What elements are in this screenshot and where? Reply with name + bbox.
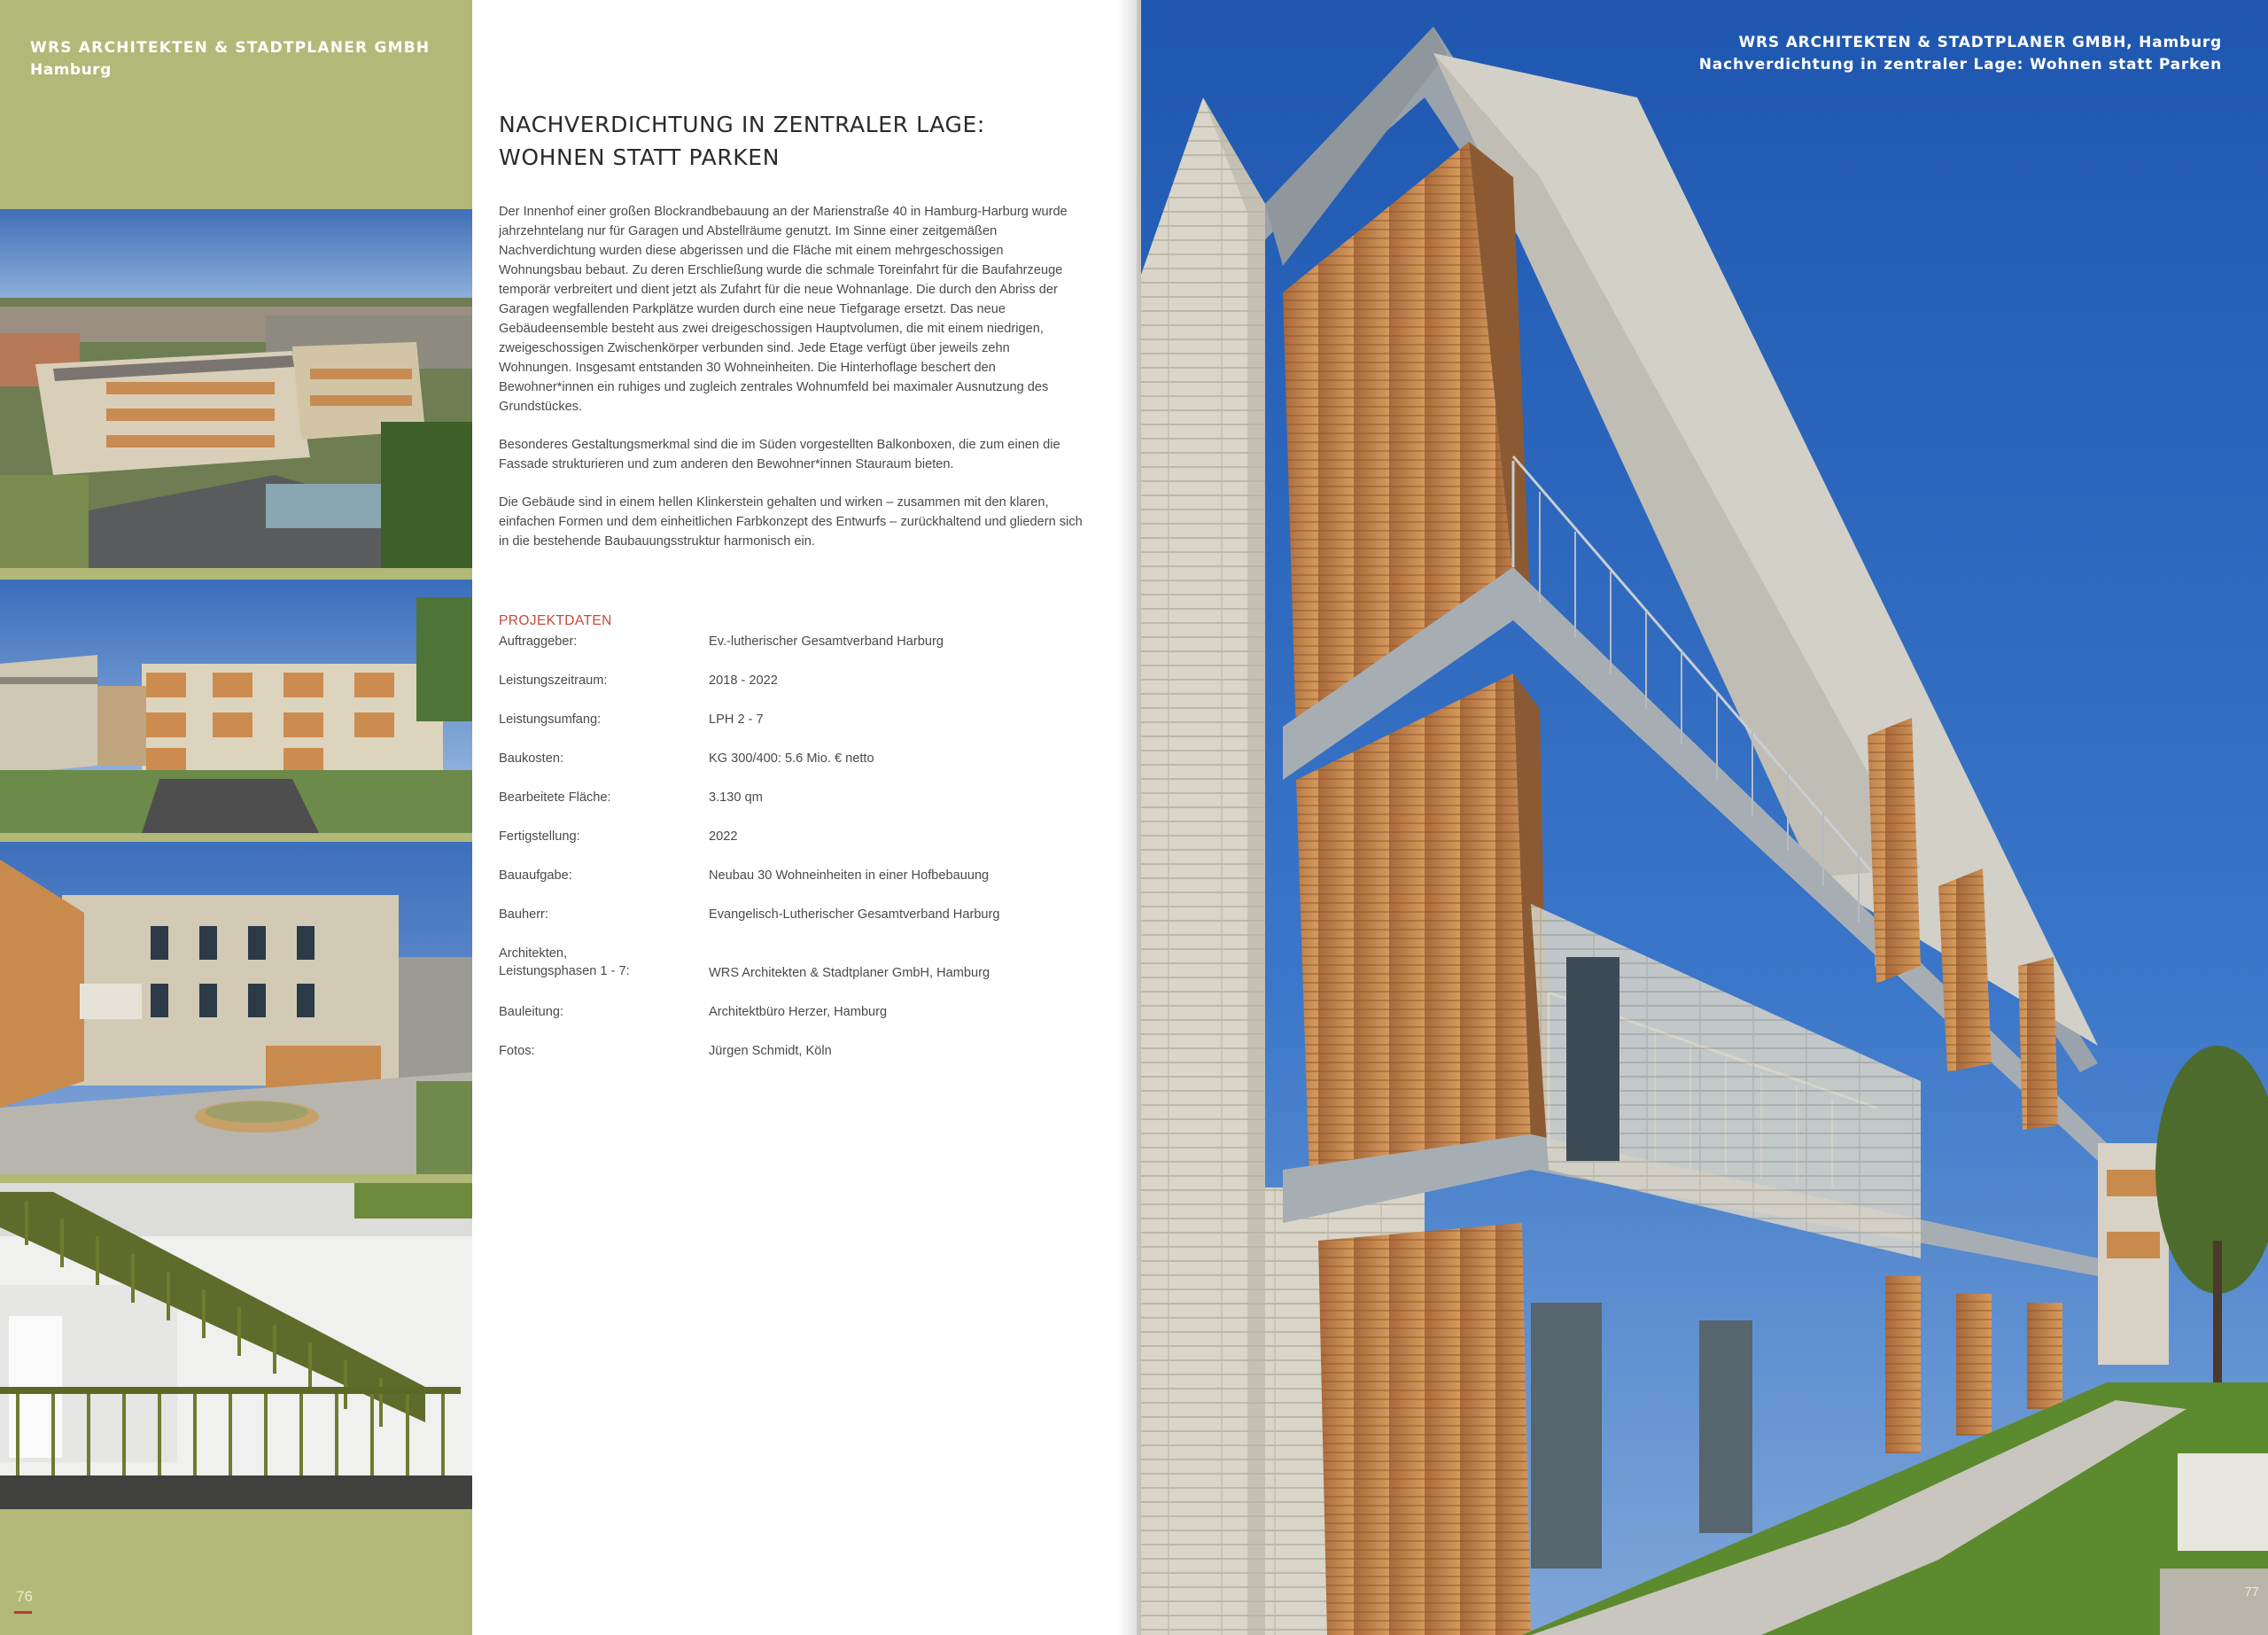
projektdaten-title: PROJEKTDATEN xyxy=(499,613,612,628)
brand-header xyxy=(30,37,430,82)
projektdaten-label: Bauleitung: xyxy=(499,1005,564,1019)
photo-inner-courtyard xyxy=(0,842,472,1174)
page-number-left: 76 xyxy=(16,1588,33,1605)
projektdaten-value: LPH 2 - 7 xyxy=(709,712,764,727)
paragraph-intro: Der Innenhof einer großen Blockrandbebauung an der Marienstraße 40 in Hamburg-Harburg wurde jahrzehntelang nur für Garagen und Abstellräume genutzt. Im Sinne einer zeitgemäßen Nachverdichtung wurden diese abgerissen und die Fläche mit einem mehrgeschossigen Wohnungsbau bebaut. Zu deren Erschließung wurde die schmale Toreinfahrt für die Baufahrzeuge temporär verbreitert und dient jetzt als Zufahrt für die neue Wohnanlage. Die durch den Abriss der Garagen wegfallenden Parkplätze wurden durch eine neue Tiefgarage ersetzt. Das neue Gebäudeensemble besteht aus zwei dreigeschossigen Hauptvolumen, die mit einem niedrigen, zweigeschossigen Zwischenkörper verbunden sind. Jede Etage verfügt über jeweils zehn Wohnungen. Insgesamt entstanden 30 Wohneinheiten. Die Hinterhoflage beschert den Bewohner*innen ein ruhiges und zugleich zentrales Wohnumfeld bei maximaler Ausnutzung des Grundstückes. xyxy=(499,205,1068,414)
paragraph-materials: Die Gebäude sind in einem hellen Klinkerstein gehalten und wirken – zusammen mit den klaren, einfachen Formen und dem einheitlichen Farbkonzept des Entwurfs – zurückhaltend und gliedern sich in die bestehende Baubauungsstruktur harmonisch ein. xyxy=(499,495,1083,549)
photo-staircase xyxy=(0,1183,472,1509)
brand-header-right xyxy=(1699,32,2222,76)
projektdaten-label: Fertigstellung: xyxy=(499,829,580,844)
projektdaten-label: Leistungsumfang: xyxy=(499,712,602,727)
projektdaten-label: Architekten, Leistungsphasen 1 - 7: xyxy=(499,946,630,978)
projektdaten-value: KG 300/400: 5.6 Mio. € netto xyxy=(709,751,874,766)
projektdaten-value: Evangelisch-Lutherischer Gesamtverband Harburg xyxy=(709,907,1000,922)
projektdaten-value: 3.130 qm xyxy=(709,790,763,805)
projektdaten-label: Auftraggeber: xyxy=(499,635,578,649)
building-facade-photo xyxy=(1141,0,2268,1635)
projektdaten-label: Bauaufgabe: xyxy=(499,868,572,883)
brand-company: WRS ARCHITEKTEN & STADTPLANER GMBH xyxy=(30,39,431,57)
brand-right-company: WRS ARCHITEKTEN & STADTPLANER GMBH, Hamburg xyxy=(1738,34,2222,51)
brand-right-subtitle: Nachverdichtung in zentraler Lage: Wohnen statt Parken xyxy=(1698,56,2222,74)
projektdaten-value: Jürgen Schmidt, Köln xyxy=(709,1044,832,1058)
projektdaten-label: Bearbeitete Fläche: xyxy=(499,790,611,805)
title-line-2: WOHNEN STATT PARKEN xyxy=(499,144,780,170)
paragraph-design: Besonderes Gestaltungsmerkmal sind die im Süden vorgestellten Balkonboxen, die zum einen die Fassade strukturieren und zum anderen den Bewohner*innen Stauraum bieten. xyxy=(499,438,1060,471)
projektdaten-label: Fotos: xyxy=(499,1044,535,1058)
article-title xyxy=(499,108,1110,174)
projektdaten-value: 2022 xyxy=(709,829,738,844)
article-body xyxy=(499,202,1084,570)
projektdaten-label: Leistungszeitraum: xyxy=(499,673,608,688)
photo-aerial-view xyxy=(0,209,472,568)
right-page-photo xyxy=(1141,0,2268,1635)
photo-courtyard-facade xyxy=(0,580,472,833)
projektdaten-label: Bauherr: xyxy=(499,907,548,922)
projektdaten-value: 2018 - 2022 xyxy=(709,673,778,688)
title-line-1: NACHVERDICHTUNG IN ZENTRALER LAGE: xyxy=(499,112,985,137)
projektdaten-value: Neubau 30 Wohneinheiten in einer Hofbebauung xyxy=(709,868,990,883)
projektdaten-value: Ev.-lutherischer Gesamtverband Harburg xyxy=(709,635,944,649)
projektdaten-value: WRS Architekten & Stadtplaner GmbH, Hamburg xyxy=(709,966,990,980)
projektdaten-label: Baukosten: xyxy=(499,751,564,766)
brand-city: Hamburg xyxy=(30,61,112,79)
page-number-right: 77 xyxy=(2244,1584,2259,1600)
sidebar-band xyxy=(0,0,472,1635)
projektdaten-value: Architektbüro Herzer, Hamburg xyxy=(709,1005,888,1019)
